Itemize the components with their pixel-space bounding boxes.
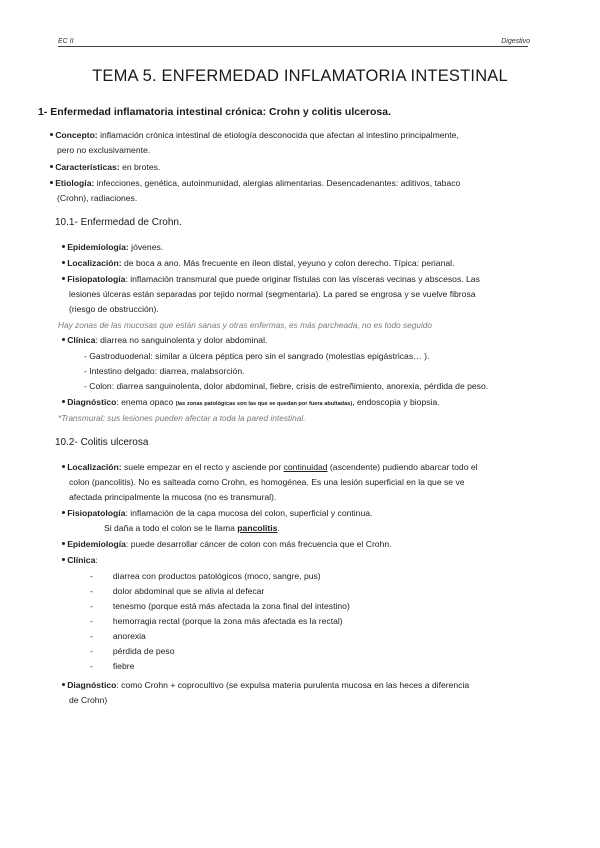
colitis-epidemiologia-text: : puede desarrollar cáncer de colon con más frecuencia que el Crohn. (125, 539, 392, 549)
colitis-epidemiologia-label: Epidemiología (67, 539, 126, 549)
crohn-epidemiologia-text: jóvenes. (128, 242, 164, 252)
bullet-icon (62, 338, 65, 341)
crohn-clinica-sub-item: - Intestino delgado: diarrea, malabsorción. (84, 366, 245, 376)
crohn-heading: 10.1- Enfermedad de Crohn. (55, 217, 182, 228)
crohn-diagnostico-text: : enema opaco (116, 397, 176, 407)
colitis-fisiopatologia-label: Fisiopatología (67, 508, 126, 518)
crohn-diagnostico-tail: , endoscopia y biopsia. (352, 397, 440, 407)
colitis-localizacion-text-b: (ascendente) pudiendo abarcar todo el (327, 462, 478, 472)
crohn-clinica-item (62, 333, 267, 348)
colitis-localizacion-text: suele empezar en el recto y asciende por (121, 462, 284, 472)
crohn-note-parcheada: Hay zonas de las mucosas que están sanas y otras enfermas, es más parcheada, no es todo seguido (58, 320, 433, 330)
crohn-localizacion-text: de boca a ano. Más frecuente en íleon distal, yeyuno y colon derecho. Típica: perianal. (121, 258, 455, 268)
caracteristicas-text: en brotes. (119, 162, 161, 172)
colitis-clinica-sub-item: - pérdida de peso (90, 646, 175, 656)
header-left: EC II (58, 38, 74, 45)
bullet-icon (62, 261, 65, 264)
colitis-clinica-sub-item: - dolor abdominal que se alivia al defecar (90, 586, 265, 596)
bullet-icon (62, 400, 65, 403)
colitis-clinica-sub-item: - tenesmo (porque está más afectada la zona final del intestino) (90, 601, 350, 611)
colitis-localizacion-item (62, 460, 552, 475)
colitis-clinica-label: Clínica (67, 555, 96, 565)
crohn-epidemiologia-item (62, 240, 163, 255)
colitis-diagnostico-item (62, 678, 552, 693)
bullet-icon (62, 558, 65, 561)
colitis-localizacion-cont-1: colon (pancolitis). No es salteada como Crohn, es homogénea. Es una lesión superficial en la que se ve (69, 477, 465, 487)
colitis-clinica-sub-item: - hemorragia rectal (porque la zona más afectada es la rectal) (90, 616, 343, 626)
crohn-fisiopatologia-cont-1: lesiones úlceras están separadas por tejido normal (segmentaria). La pared se engrosa y se vuelve fibrosa (69, 289, 476, 299)
continuidad-text: continuidad (283, 462, 328, 472)
colitis-diagnostico-text: : como Crohn + coprocultivo (se expulsa materia purulenta mucosa en las heces a diferencia (116, 680, 470, 690)
colitis-clinica-sub-item: - diarrea con productos patológicos (moco, sangre, pus) (90, 571, 321, 581)
bullet-icon (50, 133, 53, 136)
crohn-fisiopatologia-label: Fisiopatología (67, 274, 126, 284)
crohn-clinica-label: Clínica (67, 335, 96, 345)
crohn-diagnostico-label: Diagnóstico (67, 397, 117, 407)
colitis-epidemiologia-item (62, 537, 392, 552)
crohn-localizacion-item (62, 256, 454, 271)
colitis-fisiopatologia-text: : inflamación de la capa mucosa del colon, superficial y continua. (125, 508, 373, 518)
crohn-clinica-text: : diarrea no sanguinolenta y dolor abdominal. (95, 335, 268, 345)
bullet-icon (50, 165, 53, 168)
colitis-diagnostico-label: Diagnóstico (67, 680, 117, 690)
colitis-localizacion-cont-2: afectada principalmente la mucosa (no es transmural). (69, 492, 277, 502)
header-divider (58, 46, 528, 47)
crohn-fisiopatologia-cont-2: (riesgo de obstrucción). (69, 304, 159, 314)
bullet-icon (62, 511, 65, 514)
crohn-clinica-sub-item: - Colon: diarrea sanguinolenta, dolor abdominal, fiebre, crisis de estreñimiento, anorexia, pérdida de peso. (84, 381, 489, 391)
crohn-fisiopatologia-item (62, 272, 480, 287)
colitis-fisiopatologia-item (62, 506, 372, 521)
colitis-localizacion-label: Localización: (67, 462, 122, 472)
caracteristicas-label: Características: (55, 162, 120, 172)
crohn-epidemiologia-label: Epidemiología: (67, 242, 129, 252)
etiologia-text: infecciones, genética, autoinmunidad, alergias alimentarias. Desencadenantes: aditivos, tabaco (94, 178, 461, 188)
bullet-icon (62, 245, 65, 248)
bullet-icon (62, 277, 65, 280)
crohn-note-transmural: *Transmural: sus lesiones pueden afectar a toda la pared intestinal. (58, 413, 306, 423)
caracteristicas-item (50, 160, 160, 175)
pancolitis-text: pancolitis (237, 523, 278, 533)
crohn-fisiopatologia-text: : inflamación transmural que puede originar fístulas con las vísceras vecinas y abscesos. Las (125, 274, 480, 284)
crohn-clinica-sub-item: - Gastroduodenal: similar a úlcera péptica pero sin el sangrado (molestias epigástricas… ). (84, 351, 430, 361)
section-1-heading: 1- Enfermedad inflamatoria intestinal crónica: Crohn y colitis ulcerosa. (38, 106, 392, 118)
colitis-clinica-sub-item: - anorexia (90, 631, 146, 641)
crohn-diagnostico-small: (las zonas patológicas son las que se quedan por fuera abultadas) (175, 401, 353, 407)
etiologia-label: Etiología: (55, 178, 95, 188)
concepto-item (50, 128, 550, 143)
colitis-heading: 10.2- Colitis ulcerosa (55, 437, 149, 448)
colitis-clinica-sub-item: - fiebre (90, 661, 135, 671)
page-title: TEMA 5. ENFERMEDAD INFLAMATORIA INTESTINAL (92, 67, 508, 85)
bullet-icon (50, 181, 53, 184)
header-right: Digestivo (501, 38, 530, 45)
concepto-text: inflamación crónica intestinal de etiología desconocida que afectan al intestino principalmente, (97, 130, 459, 140)
bullet-icon (62, 465, 65, 468)
concepto-label: Concepto: (55, 130, 98, 140)
colitis-pancolitis-line: Si daña a todo el colon se le llama pancolitis. (104, 523, 280, 533)
concepto-text-cont: pero no exclusivamente. (57, 145, 151, 155)
bullet-icon (62, 542, 65, 545)
bullet-icon (62, 683, 65, 686)
colitis-clinica-item (62, 553, 98, 568)
colitis-clinica-text: : (95, 555, 98, 565)
etiologia-item (50, 176, 550, 191)
etiologia-text-cont: (Crohn), radiaciones. (57, 193, 138, 203)
crohn-localizacion-label: Localización: (67, 258, 122, 268)
colitis-diagnostico-cont: de Crohn) (69, 695, 108, 705)
crohn-diagnostico-item (62, 395, 440, 412)
